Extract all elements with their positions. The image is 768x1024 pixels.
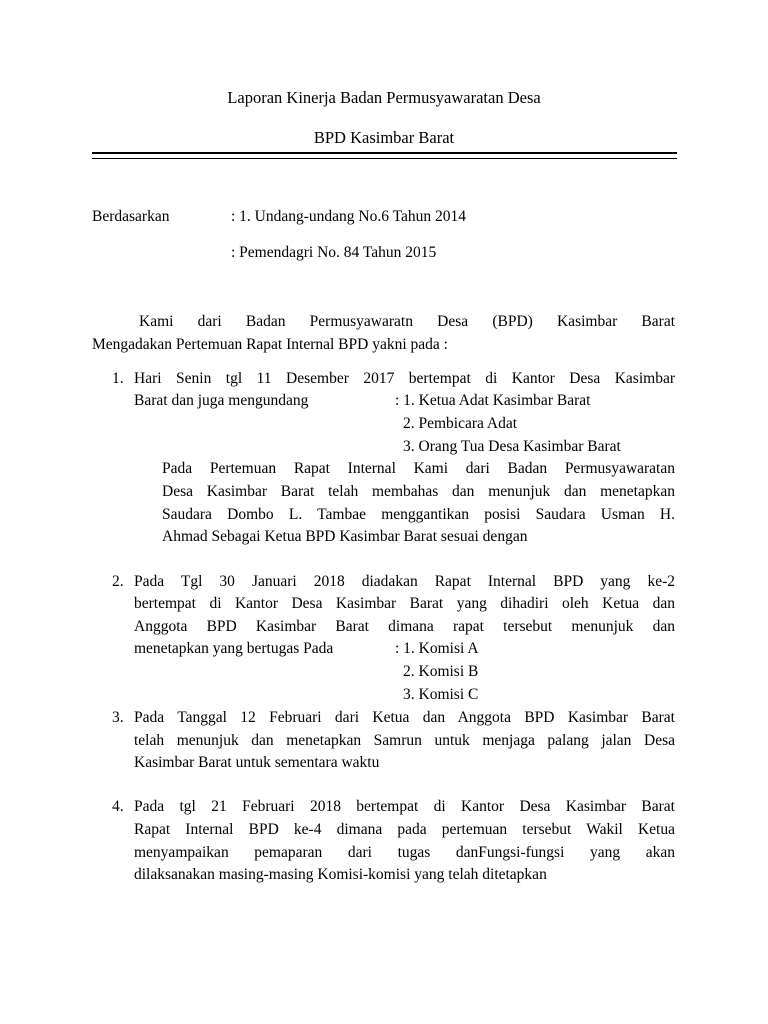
basis-label: Berdasarkan [92,208,170,225]
item-4-number: 4. [112,798,124,815]
item-4-line-1: Pada tgl 21 Februari 2018 bertempat di Kantor Desa Kasimbar Barat [134,798,675,815]
item-2-sublist-3: 3. Komisi C [403,686,479,703]
item-2-line-1: Pada Tgl 30 Januari 2018 diadakan Rapat Internal BPD yang ke-2 [134,573,675,590]
item-2-number: 2. [112,573,124,590]
item-3-line-1: Pada Tanggal 12 Februari dari Ketua dan Anggota BPD Kasimbar Barat [134,709,675,726]
item-1-sublist-3: 3. Orang Tua Desa Kasimbar Barat [403,438,621,455]
item-2-line-4: menetapkan yang bertugas Pada [134,640,334,657]
item-2-sublist-2: 2. Komisi B [403,663,479,680]
item-4-line-3: menyampaikan pemaparan dari tugas danFungsi-fungsi yang akan [134,844,675,861]
basis-line-1: : 1. Undang-undang No.6 Tahun 2014 [231,208,466,225]
item-2-sublist-1: : 1. Komisi A [395,640,479,657]
document-title: Laporan Kinerja Badan Permusyawaratan Desa [227,88,541,107]
item-3-line-2: telah menunjuk dan menetapkan Samrun untuk menjaga palang jalan Desa [134,732,675,749]
item-1-para-1: Pada Pertemuan Rapat Internal Kami dari Badan Permusyawaratan [162,460,675,477]
item-2-line-3: Anggota BPD Kasimbar Barat dimana rapat tersebut menunjuk dan [134,618,675,635]
item-1-sublist-1: : 1. Ketua Adat Kasimbar Barat [395,392,591,409]
item-1-line-2: Barat dan juga mengundang [134,392,309,409]
item-1-sublist-2: 2. Pembicara Adat [403,415,518,432]
item-1-para-3: Saudara Dombo L. Tambae menggantikan posisi Saudara Usman H. [162,506,675,523]
item-4-line-4: dilaksanakan masing-masing Komisi-komisi yang telah ditetapkan [134,866,547,883]
intro-line-2: Mengadakan Pertemuan Rapat Internal BPD yakni pada : [92,336,448,353]
item-1-para-2: Desa Kasimbar Barat telah membahas dan menunjuk dan menetapkan [162,483,675,500]
item-2-line-2: bertempat di Kantor Desa Kasimbar Barat yang dihadiri oleh Ketua dan [134,595,675,612]
header-rule-thick [92,152,677,154]
item-1-para-4: Ahmad Sebagai Ketua BPD Kasimbar Barat sesuai dengan [162,528,528,545]
item-3-number: 3. [112,709,124,726]
item-4-line-2: Rapat Internal BPD ke-4 dimana pada pertemuan tersebut Wakil Ketua [134,821,675,838]
item-1-line-1: Hari Senin tgl 11 Desember 2017 bertempat di Kantor Desa Kasimbar [134,370,675,387]
intro-line-1: Kami dari Badan Permusyawaratn Desa (BPD) Kasimbar Barat [139,313,675,330]
document-subtitle: BPD Kasimbar Barat [313,128,455,147]
item-1-number: 1. [112,370,124,387]
header-rule-thin [92,158,677,159]
item-3-line-3: Kasimbar Barat untuk sementara waktu [134,754,380,771]
basis-line-2: : Pemendagri No. 84 Tahun 2015 [231,244,437,261]
